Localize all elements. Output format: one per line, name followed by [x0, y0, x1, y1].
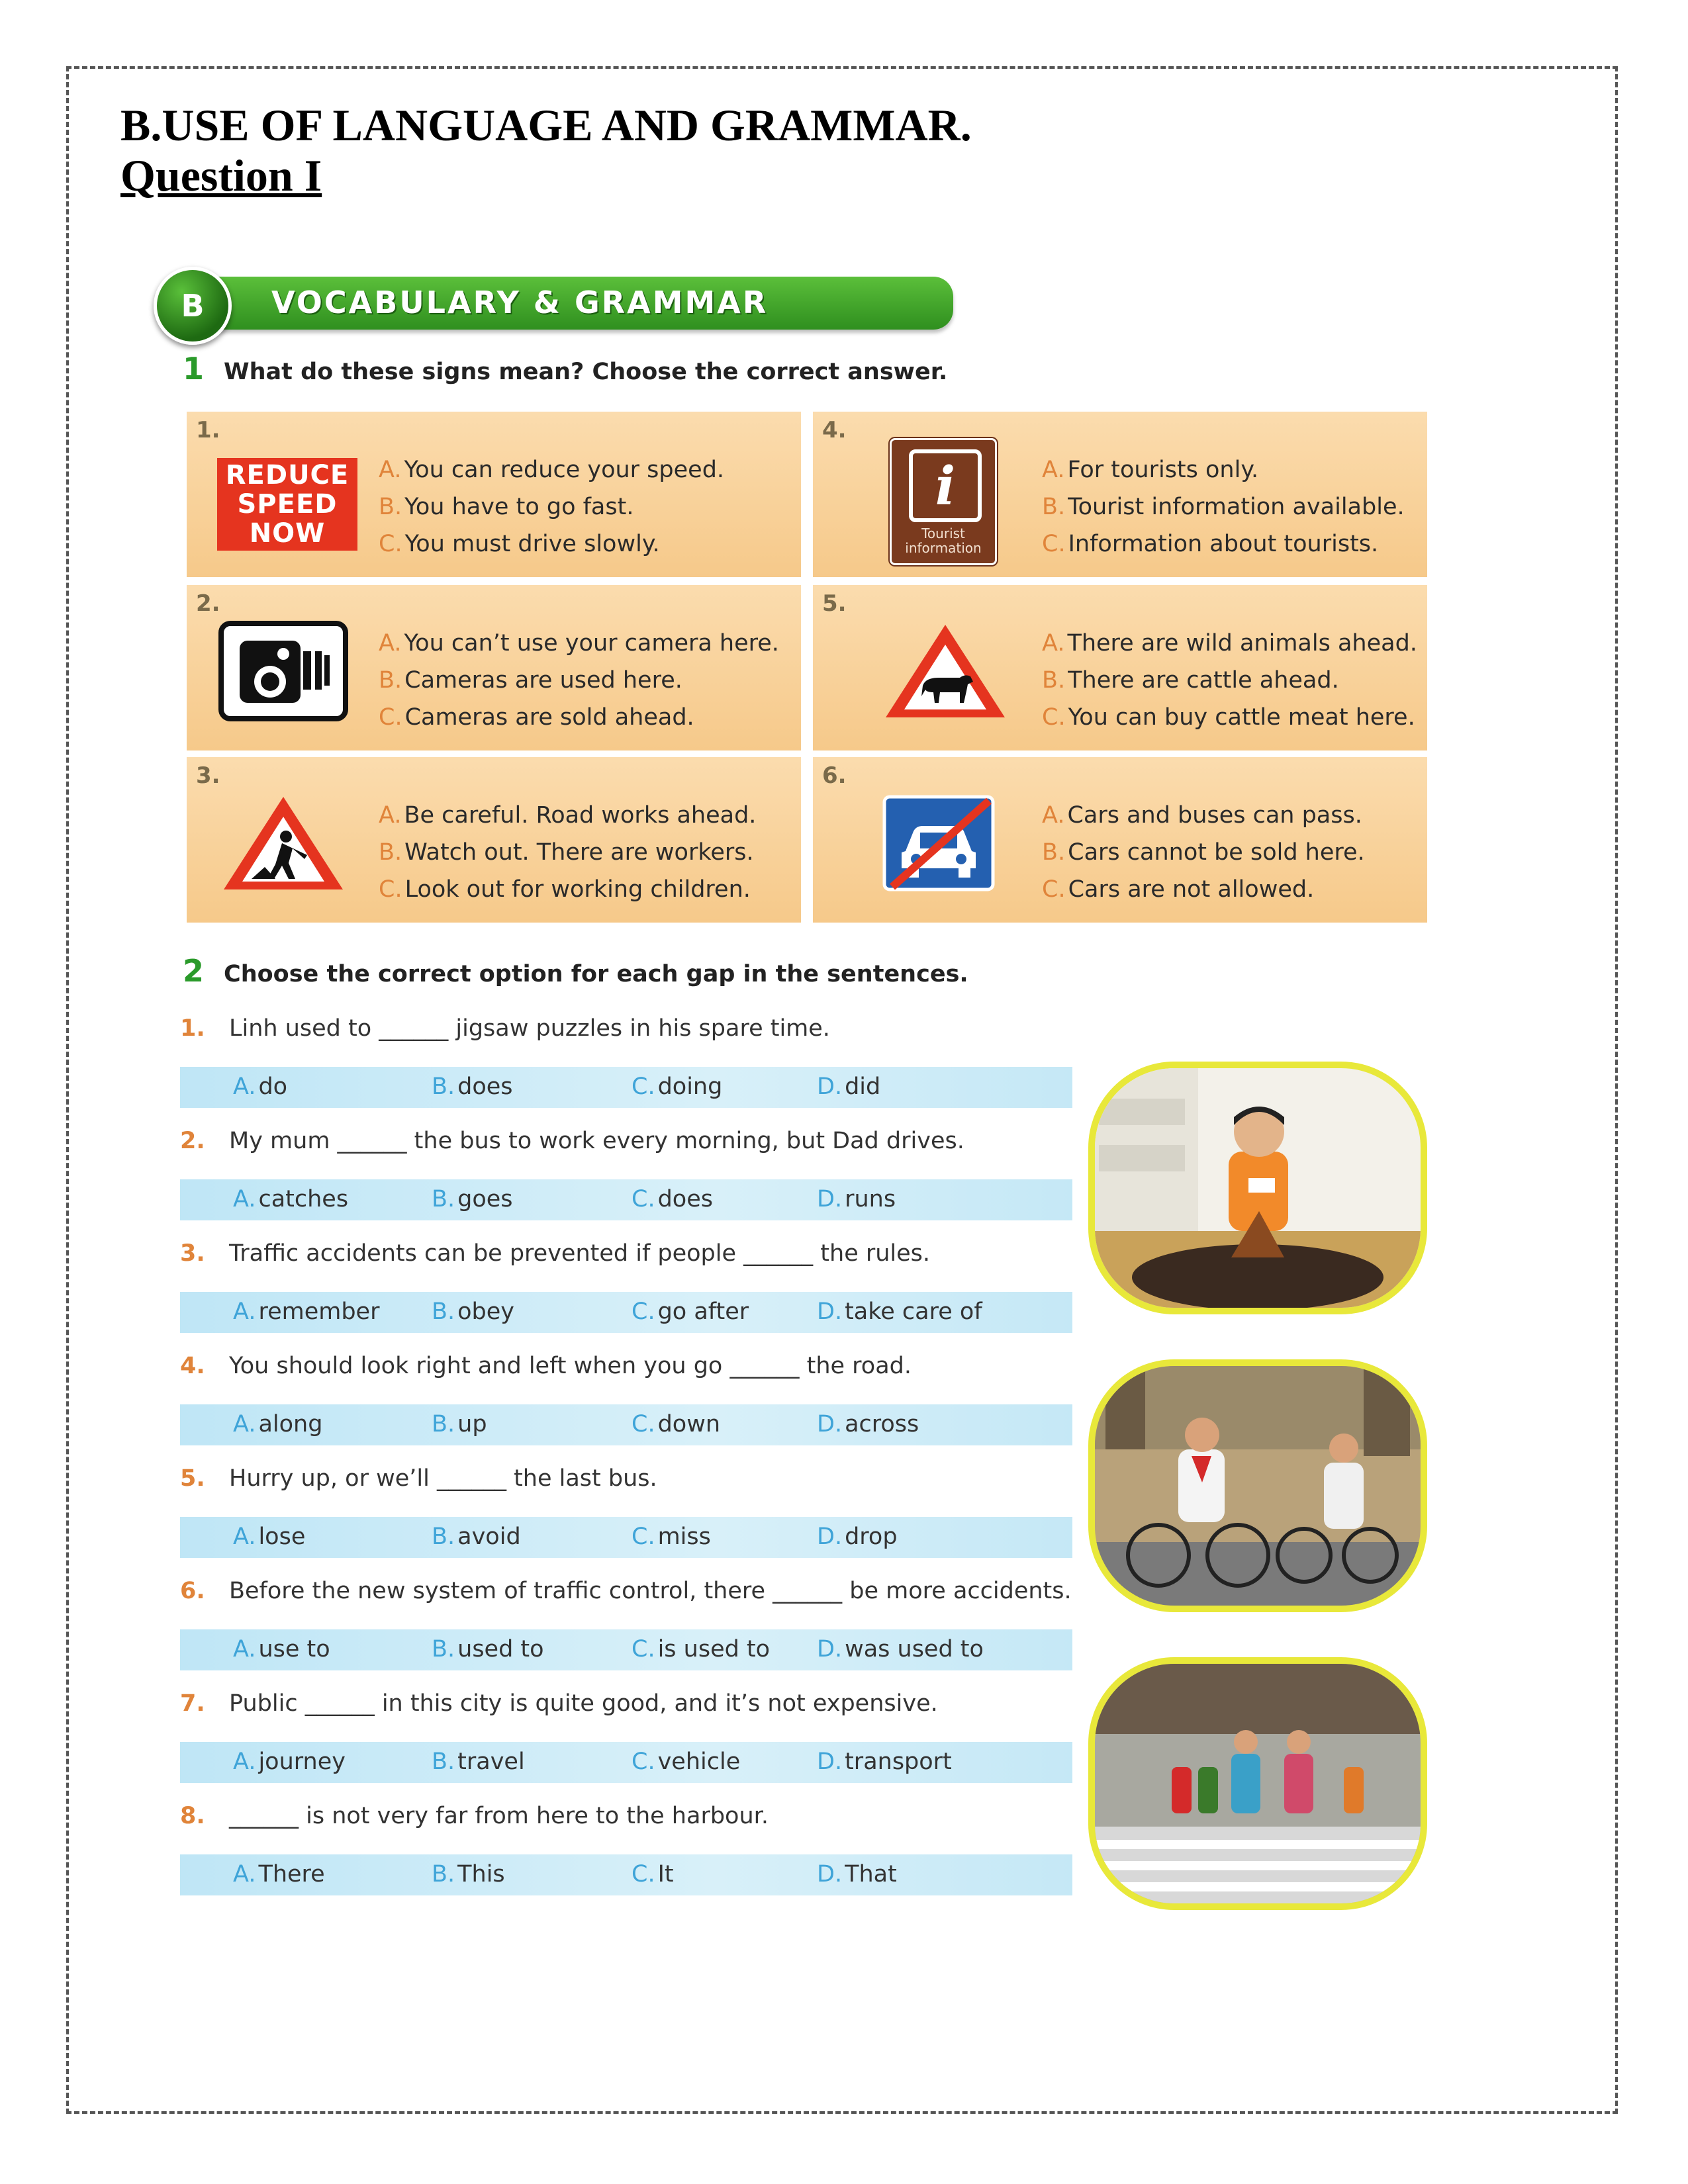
option-letter: C. [1042, 531, 1066, 557]
option[interactable] [1042, 797, 1365, 834]
item-number: 2. [196, 590, 220, 617]
choice-letter: B. [432, 1749, 455, 1775]
question-sentence [180, 1240, 930, 1267]
choice[interactable] [432, 1636, 544, 1662]
choice-text: That [845, 1861, 897, 1888]
question-text: Traffic accidents can be prevented if people ______ the rules. [229, 1240, 931, 1267]
choice[interactable] [817, 1636, 984, 1662]
road-works-sign-icon [217, 790, 350, 896]
question-number: 8. [180, 1803, 205, 1829]
option-text: Watch out. There are workers. [404, 839, 754, 866]
choice-text: used to [457, 1636, 544, 1662]
choice[interactable] [632, 1861, 674, 1888]
sign-text: REDUCE [225, 460, 350, 490]
choice-letter: D. [817, 1073, 843, 1100]
choice-letter: B. [432, 1636, 455, 1662]
question-number: 1. [180, 1015, 205, 1042]
choice-text: avoid [457, 1524, 521, 1550]
question-sentence [180, 1128, 964, 1154]
sign-text: NOW [249, 518, 326, 549]
choice-text: up [457, 1411, 487, 1437]
question-sentence [180, 1353, 912, 1379]
option-text: Be careful. Road works ahead. [404, 802, 757, 829]
choice-letter: B. [432, 1298, 455, 1325]
no-cars-sign-icon [879, 790, 998, 896]
choice-letter: C. [632, 1411, 655, 1437]
option[interactable] [1042, 834, 1365, 871]
signs-grid [187, 412, 1431, 927]
option[interactable] [1042, 699, 1417, 736]
option[interactable] [379, 797, 756, 834]
option[interactable] [379, 525, 724, 563]
choice-letter: A. [233, 1073, 256, 1100]
pedestrians-crossing-photo [1086, 1655, 1430, 1913]
question-sentence [180, 1015, 830, 1042]
choice[interactable] [233, 1411, 322, 1437]
section-heading: B.USE OF LANGUAGE AND GRAMMAR. [120, 100, 972, 150]
option-letter: B. [379, 839, 402, 866]
choice-text: take care of [845, 1298, 982, 1325]
option-letter: C. [1042, 704, 1066, 731]
choice[interactable] [233, 1073, 287, 1100]
exercise-1-heading [183, 351, 947, 387]
option-text: You can buy cattle meat here. [1068, 704, 1415, 731]
option[interactable] [379, 451, 724, 488]
choice-row [180, 1854, 1072, 1895]
choice[interactable] [817, 1186, 896, 1212]
choice-letter: D. [817, 1749, 843, 1775]
choice-text: is used to [657, 1636, 771, 1662]
option[interactable] [1042, 488, 1405, 525]
choice[interactable] [233, 1861, 325, 1888]
sign-item [187, 412, 801, 577]
option-letter: A. [1042, 457, 1065, 483]
banner-title: VOCABULARY & GRAMMAR [271, 285, 769, 320]
choice-letter: A. [233, 1749, 256, 1775]
students-cycling-photo [1086, 1357, 1430, 1615]
item-number: 1. [196, 417, 220, 443]
option-text: There are wild animals ahead. [1067, 630, 1417, 657]
option-text: For tourists only. [1067, 457, 1259, 483]
question-sentence [180, 1803, 769, 1829]
choice[interactable] [632, 1298, 749, 1325]
option-list [379, 451, 724, 563]
option[interactable] [379, 488, 724, 525]
option-letter: B. [1042, 839, 1066, 866]
choice-text: along [258, 1411, 323, 1437]
item-number: 3. [196, 762, 220, 789]
choice-text: drop [845, 1524, 898, 1550]
speed-camera-icon [217, 618, 350, 724]
option[interactable] [379, 662, 779, 699]
option-text: Cars cannot be sold here. [1068, 839, 1365, 866]
question-number: 7. [180, 1690, 205, 1717]
choice-letter: D. [817, 1861, 843, 1888]
info-icon: i [909, 449, 982, 522]
choice-text: does [657, 1186, 713, 1212]
sign-item [813, 585, 1427, 751]
choice-text: down [657, 1411, 721, 1437]
choice[interactable] [632, 1411, 720, 1437]
choice-letter: B. [432, 1186, 455, 1212]
choice-letter: C. [632, 1186, 655, 1212]
option-letter: C. [1042, 876, 1066, 903]
choice-letter: A. [233, 1861, 256, 1888]
choice-letter: C. [632, 1636, 655, 1662]
option-list [1042, 451, 1405, 563]
sign-item [187, 585, 801, 751]
question-number: 2. [180, 1128, 205, 1154]
choice-text: transport [845, 1749, 952, 1775]
section-banner [192, 277, 953, 330]
choice[interactable] [817, 1524, 898, 1550]
choice[interactable] [632, 1073, 722, 1100]
section-badge: B [154, 267, 232, 345]
option-text: Look out for working children. [404, 876, 751, 903]
choice-text: goes [457, 1186, 513, 1212]
choice-text: use to [258, 1636, 330, 1662]
exercise-instruction: What do these signs mean? Choose the correct answer. [224, 359, 948, 385]
choice-text: across [845, 1411, 919, 1437]
option[interactable] [1042, 525, 1405, 563]
choice-text: It [657, 1861, 674, 1888]
choice-letter: D. [817, 1524, 843, 1550]
sign-item [187, 757, 801, 923]
choice-row [180, 1067, 1072, 1108]
choice[interactable] [432, 1298, 514, 1325]
option-text: Cars and buses can pass. [1067, 802, 1362, 829]
choice[interactable] [817, 1411, 919, 1437]
option[interactable] [1042, 871, 1365, 908]
choice-letter: B. [432, 1073, 455, 1100]
sign-text: Tourist [921, 525, 965, 541]
choice-letter: C. [632, 1073, 655, 1100]
question-sentence [180, 1578, 1072, 1604]
choice-text: catches [258, 1186, 349, 1212]
choice-letter: A. [233, 1298, 256, 1325]
choice-letter: D. [817, 1636, 843, 1662]
choice[interactable] [432, 1186, 513, 1212]
choice-text: was used to [845, 1636, 984, 1662]
exercise-instruction: Choose the correct option for each gap in the sentences. [224, 961, 968, 987]
choice-row [180, 1179, 1072, 1220]
option-text: Tourist information available. [1068, 494, 1405, 520]
choice-text: go after [657, 1298, 749, 1325]
choice-text: journey [258, 1749, 346, 1775]
choice[interactable] [233, 1524, 305, 1550]
choice-row [180, 1517, 1072, 1558]
choice[interactable] [632, 1636, 770, 1662]
choice[interactable] [632, 1524, 711, 1550]
option-letter: A. [379, 802, 402, 829]
question-text: ______ is not very far from here to the harbour. [229, 1803, 769, 1829]
option-letter: C. [379, 704, 402, 731]
option-list [379, 797, 756, 908]
choice-letter: D. [817, 1411, 843, 1437]
option-text: You can reduce your speed. [404, 457, 725, 483]
choice-text: did [845, 1073, 881, 1100]
sign-text: SPEED [237, 489, 338, 520]
option-letter: B. [379, 494, 402, 520]
choice-letter: A. [233, 1524, 256, 1550]
question-text: Hurry up, or we’ll ______ the last bus. [229, 1465, 657, 1492]
option-text: You can’t use your camera here. [404, 630, 779, 657]
option-letter: A. [379, 457, 402, 483]
option-letter: A. [1042, 630, 1065, 657]
choice-text: obey [457, 1298, 515, 1325]
choice-letter: D. [817, 1186, 843, 1212]
choice[interactable] [233, 1186, 348, 1212]
option-list [379, 625, 779, 736]
option-letter: C. [379, 876, 402, 903]
sign-text: information [905, 540, 982, 556]
option-list [1042, 625, 1417, 736]
choice-text: lose [258, 1524, 306, 1550]
option-letter: B. [379, 667, 402, 694]
choice[interactable] [632, 1749, 740, 1775]
question-sentence [180, 1465, 657, 1492]
option-text: You have to go fast. [404, 494, 634, 520]
choice-letter: B. [432, 1411, 455, 1437]
choice-text: vehicle [657, 1749, 741, 1775]
option-text: You must drive slowly. [404, 531, 660, 557]
choice-letter: A. [233, 1636, 256, 1662]
option-text: Cameras are used here. [404, 667, 682, 694]
choice[interactable] [432, 1073, 513, 1100]
question-sentence [180, 1690, 938, 1717]
exercise-2-heading [183, 953, 968, 989]
tourist-information-sign [890, 438, 997, 565]
choice[interactable] [432, 1861, 505, 1888]
choice[interactable] [432, 1411, 487, 1437]
question-text: My mum ______ the bus to work every morning, but Dad drives. [229, 1128, 964, 1154]
choice-text: doing [657, 1073, 723, 1100]
question-text: Linh used to ______ jigsaw puzzles in his spare time. [229, 1015, 830, 1042]
choice-text: This [457, 1861, 505, 1888]
item-number: 5. [822, 590, 847, 617]
choice-letter: A. [233, 1186, 256, 1212]
item-number: 4. [822, 417, 847, 443]
option-letter: B. [1042, 667, 1066, 694]
choice[interactable] [432, 1524, 521, 1550]
choice-text: does [457, 1073, 513, 1100]
option[interactable] [379, 699, 779, 736]
question-text: You should look right and left when you go ______ the road. [229, 1353, 912, 1379]
exercise-number: 1 [183, 351, 205, 387]
option[interactable] [379, 625, 779, 662]
choice-letter: C. [632, 1524, 655, 1550]
choice-row [180, 1404, 1072, 1445]
choice[interactable] [233, 1749, 346, 1775]
option[interactable] [379, 871, 756, 908]
choice-letter: A. [233, 1411, 256, 1437]
option-letter: C. [379, 531, 402, 557]
choice-letter: C. [632, 1861, 655, 1888]
choice-text: travel [457, 1749, 525, 1775]
option-letter: B. [1042, 494, 1066, 520]
option[interactable] [379, 834, 756, 871]
choice[interactable] [632, 1186, 713, 1212]
choice-text: There [258, 1861, 325, 1888]
choice[interactable] [817, 1861, 897, 1888]
choice-letter: C. [632, 1749, 655, 1775]
choice-row [180, 1742, 1072, 1783]
choice-text: miss [657, 1524, 711, 1550]
item-number: 6. [822, 762, 847, 789]
option-list [1042, 797, 1365, 908]
choice-text: runs [845, 1186, 896, 1212]
question-number: 3. [180, 1240, 205, 1267]
choice[interactable] [817, 1749, 952, 1775]
choice-text: remember [258, 1298, 380, 1325]
choice-row [180, 1292, 1072, 1333]
choice-letter: B. [432, 1524, 455, 1550]
choice[interactable] [233, 1636, 330, 1662]
question-number: 6. [180, 1578, 205, 1604]
choice[interactable] [432, 1749, 525, 1775]
choice-text: do [258, 1073, 288, 1100]
choice[interactable] [817, 1073, 880, 1100]
option-text: There are cattle ahead. [1068, 667, 1339, 694]
choice-row [180, 1629, 1072, 1670]
question-text: Before the new system of traffic control, there ______ be more accidents. [229, 1578, 1072, 1604]
option[interactable] [1042, 451, 1405, 488]
exercise-number: 2 [183, 953, 205, 989]
choice-letter: B. [432, 1861, 455, 1888]
choice-letter: C. [632, 1298, 655, 1325]
option-text: Cameras are sold ahead. [404, 704, 694, 731]
question-number: 4. [180, 1353, 205, 1379]
reduce-speed-sign [217, 458, 357, 551]
choice[interactable] [817, 1298, 982, 1325]
sign-item [813, 757, 1427, 923]
question-number: 5. [180, 1465, 205, 1492]
option[interactable] [1042, 662, 1417, 699]
question-text: Public ______ in this city is quite good, and it’s not expensive. [229, 1690, 938, 1717]
boy-puzzle-photo [1086, 1059, 1430, 1317]
option[interactable] [1042, 625, 1417, 662]
option-letter: A. [1042, 802, 1065, 829]
cattle-warning-sign-icon [879, 618, 1011, 724]
option-text: Information about tourists. [1068, 531, 1379, 557]
question-title: Question I [120, 150, 322, 201]
option-text: Cars are not allowed. [1068, 876, 1315, 903]
choice-letter: D. [817, 1298, 843, 1325]
choice[interactable] [233, 1298, 379, 1325]
sign-item [813, 412, 1427, 577]
option-letter: A. [379, 630, 402, 657]
